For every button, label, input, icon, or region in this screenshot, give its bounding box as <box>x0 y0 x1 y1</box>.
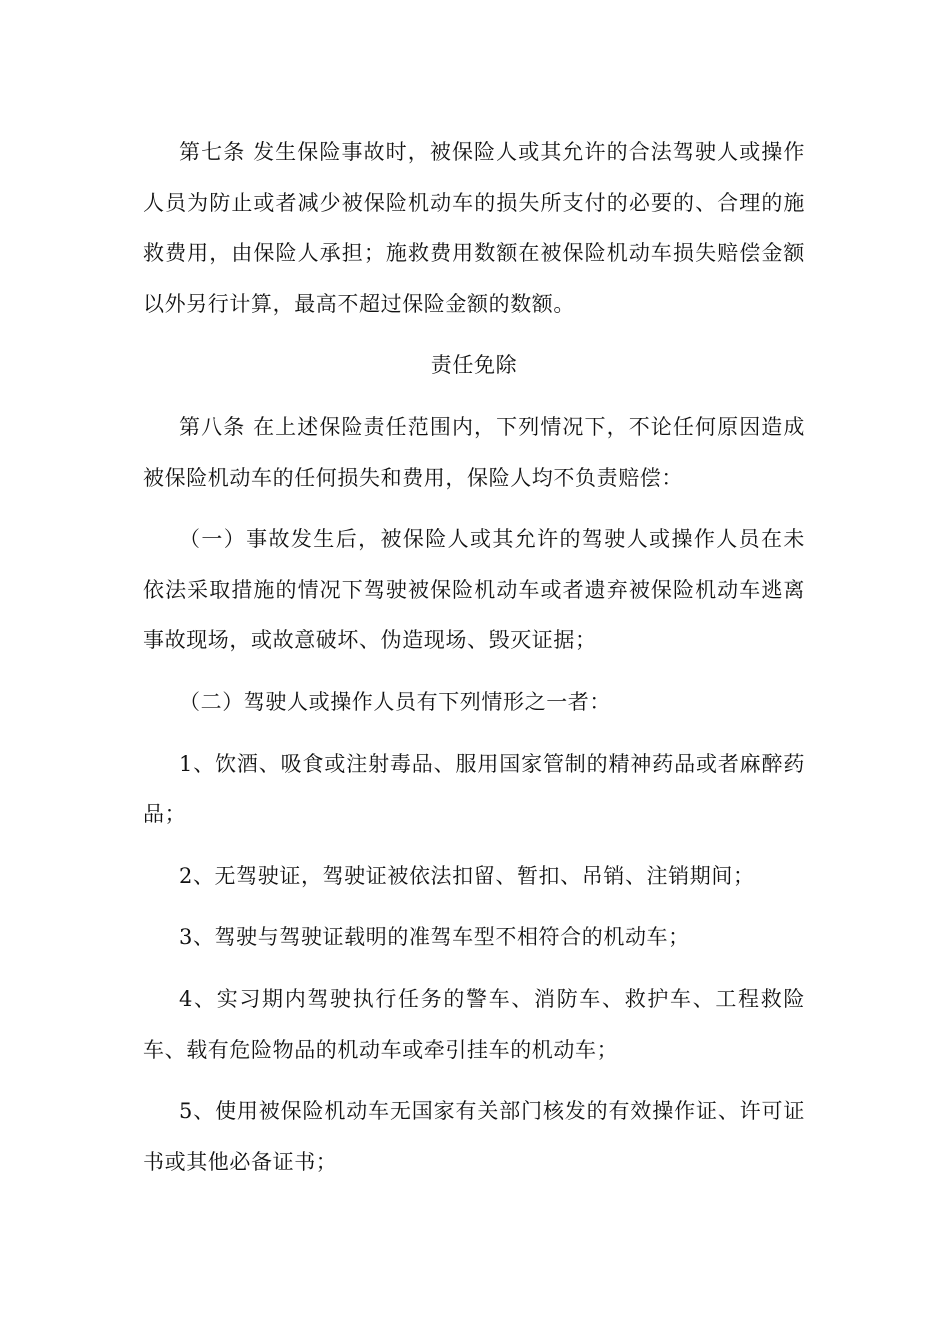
sub-item-1: 1、饮酒、吸食或注射毒品、服用国家管制的精神药品或者麻醉药品； <box>143 751 805 827</box>
article-7-paragraph: 第七条 发生保险事故时，被保险人或其允许的合法驾驶人或操作人员为防止或者减少被保险机动车的损失所支付的必要的、合理的施救费用，由保险人承担；施救费用数额在被保险机动车损失赔偿金额以外另行计算，最高不超过保险金额的数额。 <box>143 140 805 316</box>
item-two-paragraph: （二）驾驶人或操作人员有下列情形之一者： <box>179 689 611 714</box>
document-body <box>143 127 805 1198</box>
item-one-paragraph: （一）事故发生后，被保险人或其允许的驾驶人或操作人员在未依法采取措施的情况下驾驶被保险机动车或者遗弃被保险机动车逃离事故现场，或故意破坏、伪造现场、毁灭证据； <box>143 527 805 653</box>
article-8-paragraph: 第八条 在上述保险责任范围内，下列情况下，不论任何原因造成被保险机动车的任何损失和费用，保险人均不负责赔偿： <box>143 414 805 490</box>
sub-item-3: 3、驾驶与驾驶证载明的准驾车型不相符合的机动车； <box>179 925 690 950</box>
sub-item-5: 5、使用被保险机动车无国家有关部门核发的有效操作证、许可证书或其他必备证书； <box>143 1099 805 1174</box>
section-heading: 责任免除 <box>430 353 518 378</box>
sub-item-2: 2、无驾驶证，驾驶证被依法扣留、暂扣、吊销、注销期间； <box>179 863 755 888</box>
sub-item-4: 4、实习期内驾驶执行任务的警车、消防车、救护车、工程救险车、载有危险物品的机动车或牵引挂车的机动车； <box>143 986 805 1062</box>
